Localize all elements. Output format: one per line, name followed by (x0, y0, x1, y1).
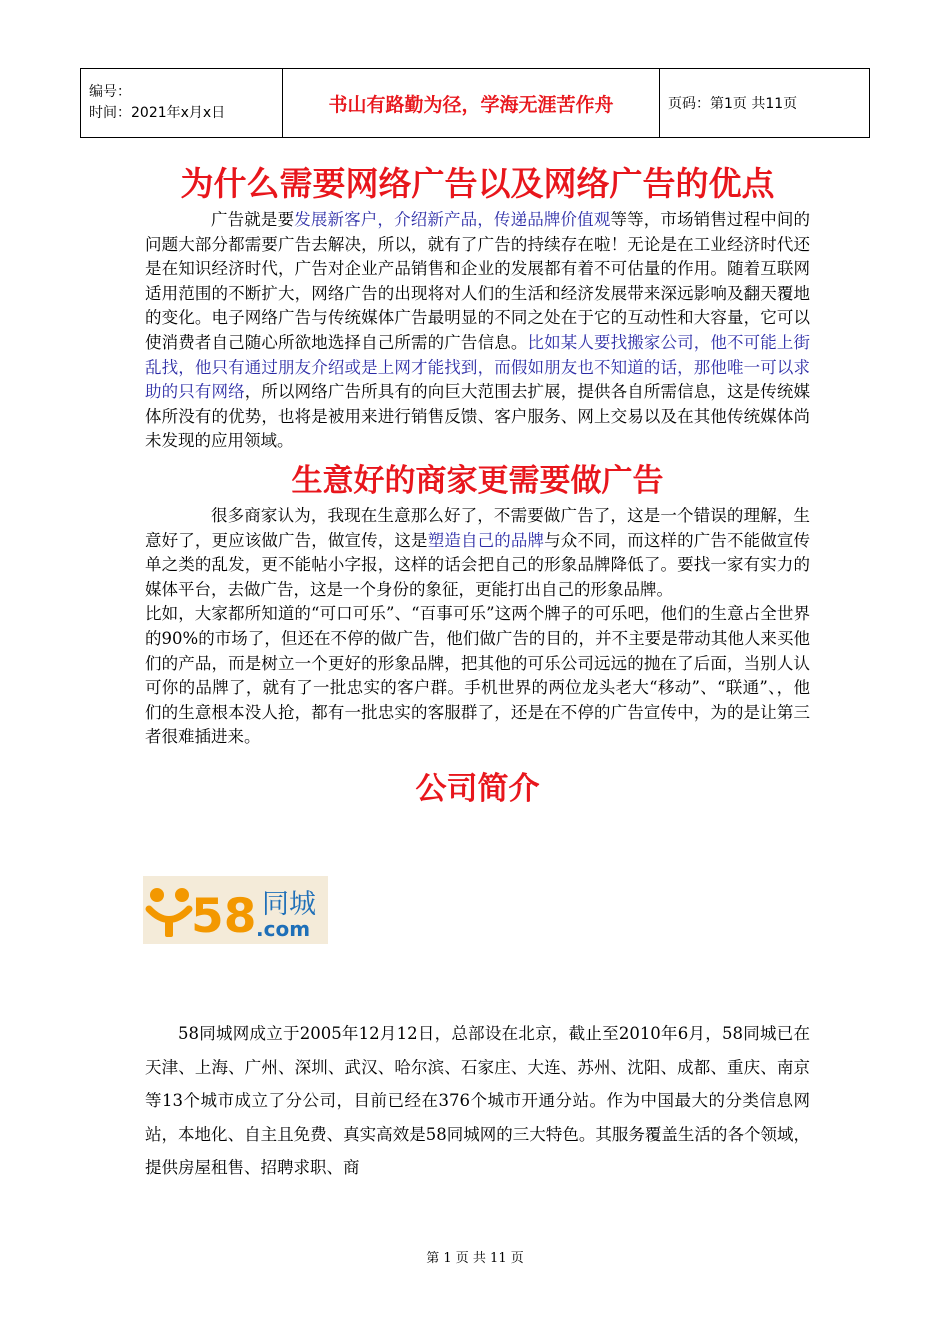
section1-link-1[interactable]: 发展新客户，介绍新产品，传递品牌价值观 (294, 210, 611, 229)
smiley-logo-icon (143, 876, 328, 944)
section2-paragraph-1 (145, 504, 810, 602)
logo-number: 58 (191, 889, 257, 944)
section3-title: 公司简介 (415, 770, 540, 807)
header-left-cell (81, 69, 283, 138)
section1-text-1: 广告就是要 (211, 210, 295, 229)
company-logo (143, 876, 328, 944)
header-page-info: 页码：第1页 共11页 (660, 69, 870, 138)
section1-text-3: ，所以网络广告所具有的向巨大范围去扩展，提供各自所需信息，这是传统媒体所没有的优势，也将是被用来进行销售反馈、客户服务、网上交易以及在其他传统媒体尚未发现的应用领域。 (145, 382, 811, 451)
page-footer: 第 1 页 共 11 页 (426, 1251, 524, 1266)
section1-text-2: 等等，市场销售过程中间的问题大部分都需要广告去解决，所以，就有了广告的持续存在啦！无论是在工业经济时代还是在知识经济时代，广告对企业产品销售和企业的发展都有着不可估量的作用。随着互联网适用范围的不断扩大，网络广告的出现将对人们的生活和经济发展带来深远影响及翻天覆地的变化。电子网络广告与传统媒体广告最明显的不同之处在于它的互动性和大容量，它可以使消费者自己随心所欲地选择自己所需的广告信息。 (145, 210, 811, 352)
company-intro (145, 1017, 810, 1185)
header-motto: 书山有路勤为径，学海无涯苦作舟 (283, 69, 660, 138)
document-number-label: 编号： (89, 84, 131, 100)
section2-title: 生意好的商家更需要做广告 (291, 462, 664, 499)
section2-link[interactable]: 塑造自己的品牌 (427, 530, 545, 550)
main-content (145, 160, 810, 812)
section2-text-1: 很多商家认为，我现在生意那么好了，不需要做广告了，这是一个错误的理解，生意好了，更应该做广告，做宣传，这是 (145, 505, 810, 550)
logo-city-text: 同城 (262, 889, 316, 920)
document-time-label: 时间：2021年x月x日 (89, 105, 226, 121)
logo-domain-text: .com (256, 917, 311, 941)
section2-paragraph-2: 比如，大家都所知道的“可口可乐”、“百事可乐”这两个牌子的可乐吧，他们的生意占全世界的90%的市场了，但还在不停的做广告，他们做广告的目的，并不主要是带动其他人来买他们的产品，而是树立一个更好的形象品牌，把其他的可乐公司远远的抛在了后面，当别人认可你的品牌了，就有了一批忠实的客户群。手机世界的两位龙头老大“移动”、“联通”、，他们的生意根本没人抢，都有一批忠实的客服群了，还是在不停的广告宣传中，为的是让第三者很难插进来。 (145, 604, 810, 747)
section1-paragraph (145, 208, 810, 454)
company-intro-paragraph: 58同城网成立于2005年12月12日，总部设在北京，截止至2010年6月，58同城已在天津、上海、广州、深圳、武汉、哈尔滨、石家庄、大连、苏州、沈阳、成都、重庆、南京等13个城市成立了分公司，目前已经在376个城市开通分站。作为中国最大的分类信息网站，本地化、自主且免费、真实高效是58同城网的三大特色。其服务覆盖生活的各个领域，提供房屋租售、招聘求职、商 (145, 1024, 810, 1177)
header-table (80, 68, 870, 138)
section1-title: 为什么需要网络广告以及网络广告的优点 (180, 164, 775, 203)
section2-text-2: 与众不同，而这样的广告不能做宣传单之类的乱发，更不能帖小字报，这样的话会把自己的形象品牌降低了。要找一家有实力的媒体平台，去做广告，这是一个身份的象征，更能打出自己的形象品牌。 (145, 530, 811, 599)
section1-link-2[interactable]: 比如某人要找搬家公司，他不可能上街乱找，他只有通过朋友介绍或是上网才能找到，而假如朋友也不知道的话，那他唯一可以求助的只有网络 (145, 332, 811, 402)
